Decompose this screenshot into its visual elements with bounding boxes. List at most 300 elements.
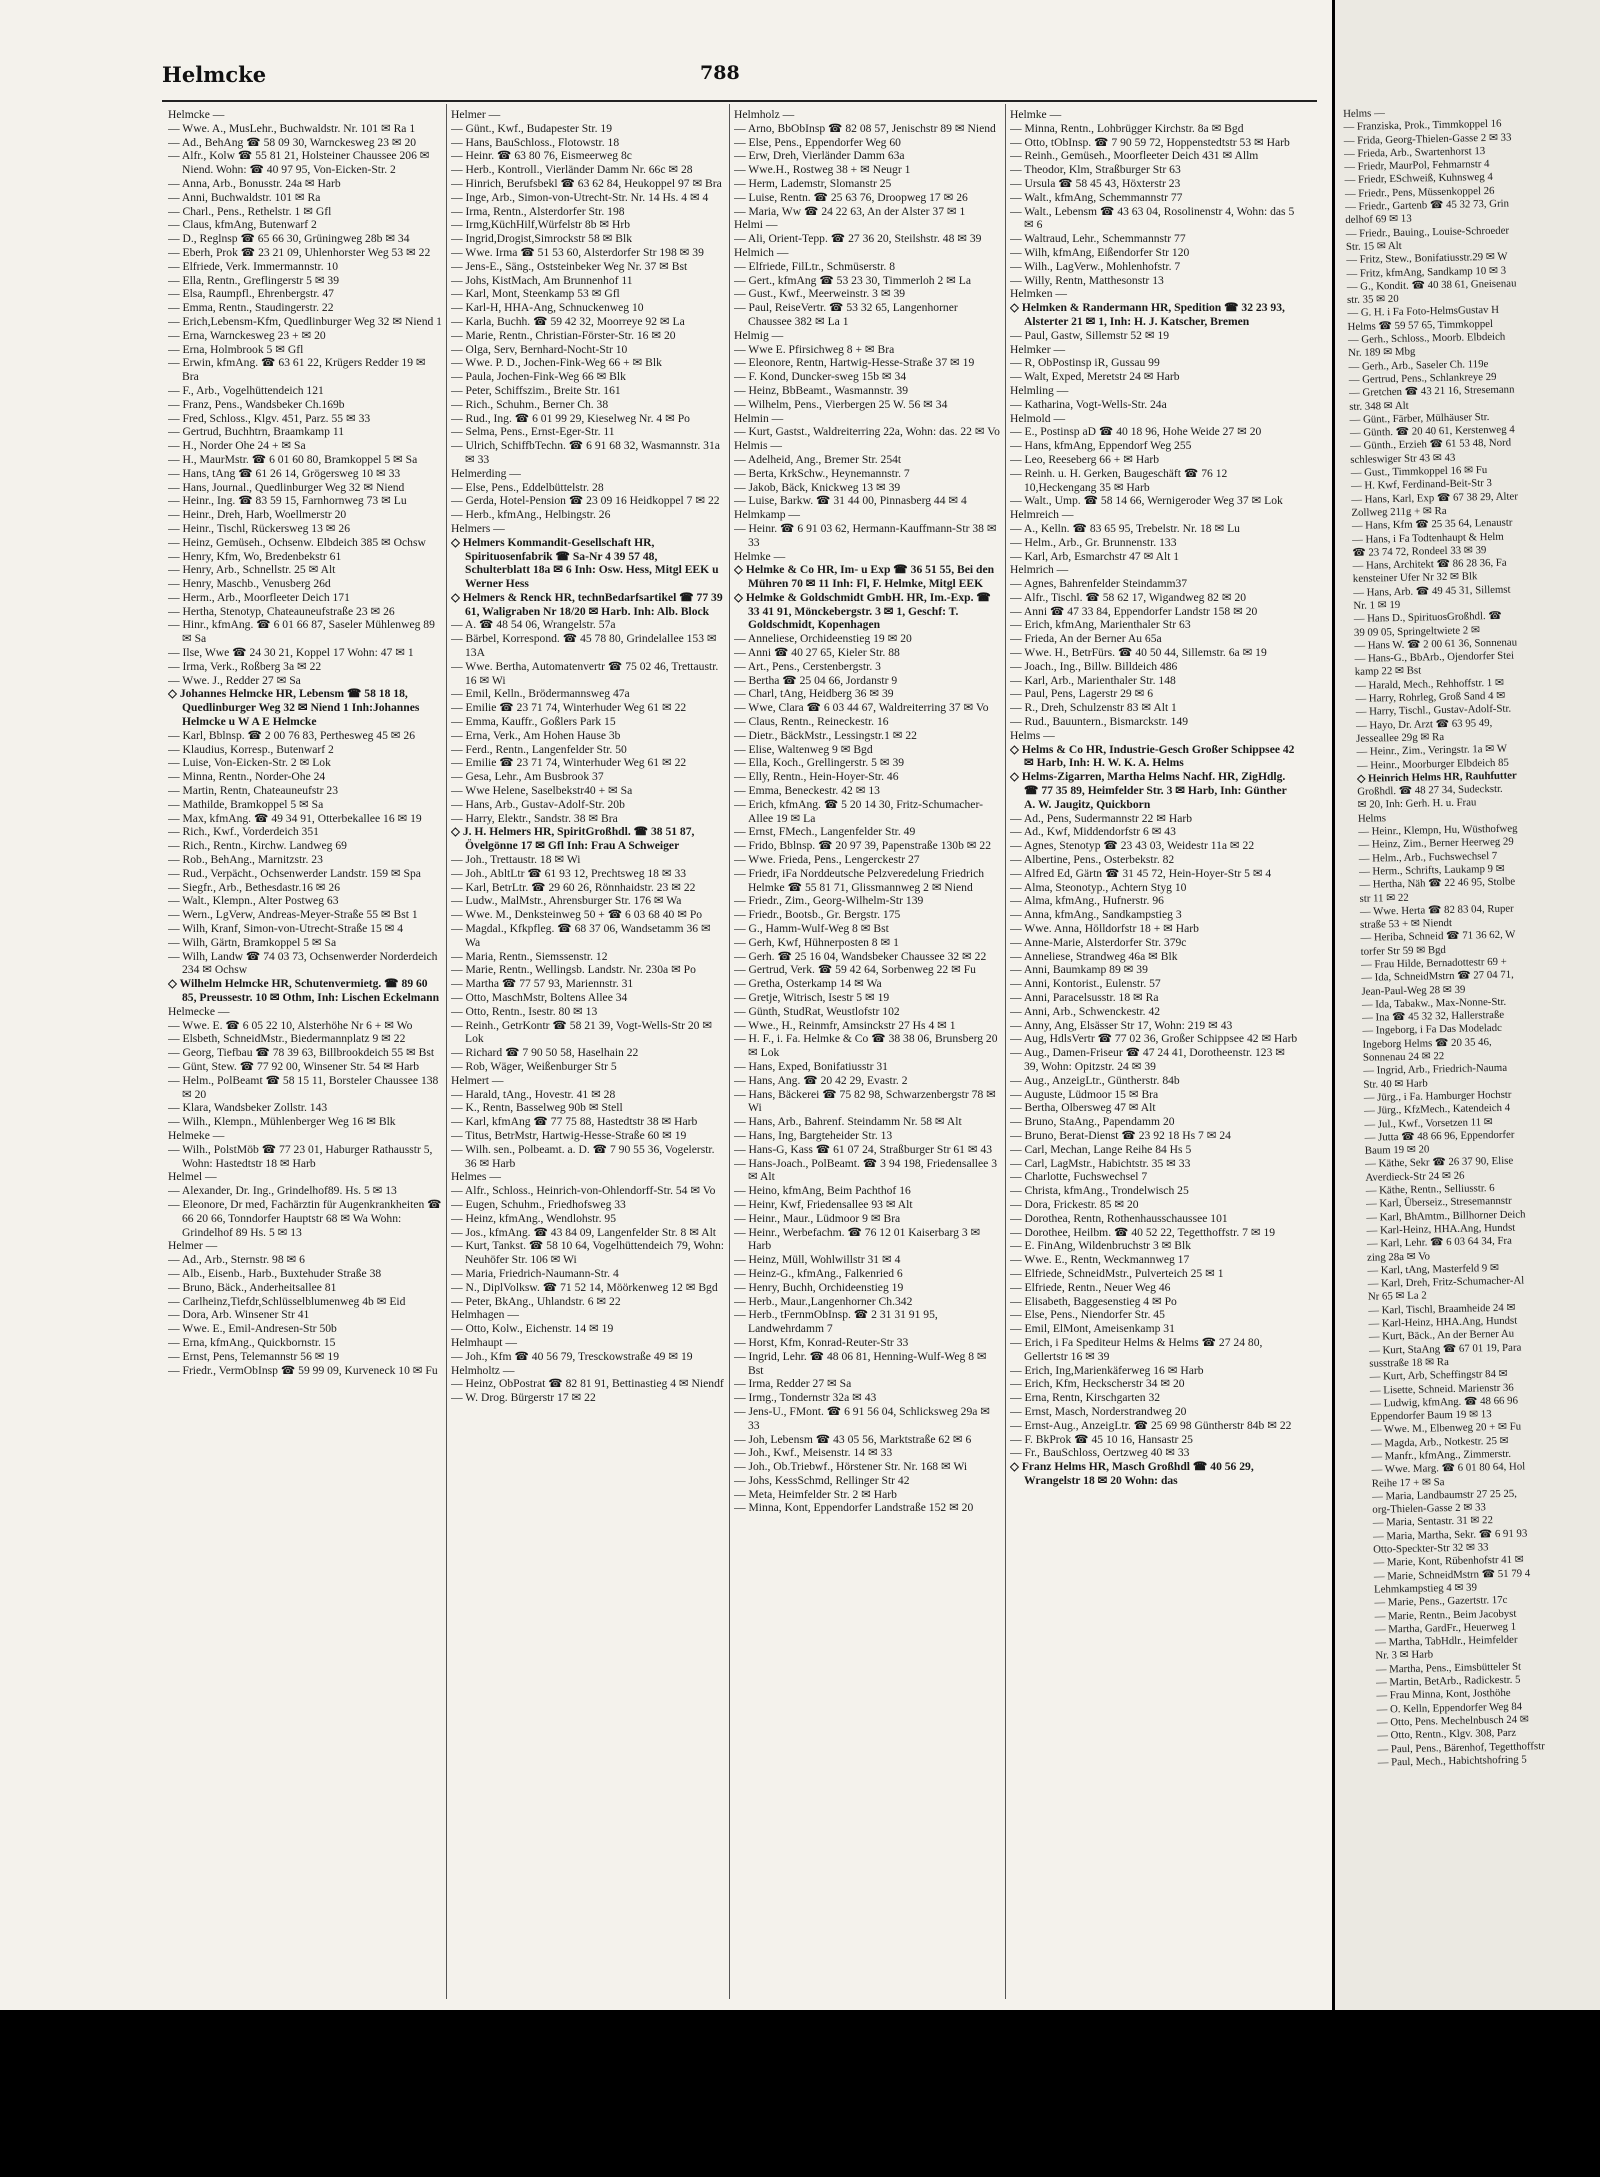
directory-entry: — Gerh., Arb., Saseler Ch. 119e bbox=[1348, 357, 1489, 373]
directory-entry: — Wwe. M., Elbenweg 20 + ✉ Fu bbox=[1370, 1420, 1522, 1437]
directory-entry: — Alfr., Schloss., Heinrich-von-Ohlendorff-Str. 54 ✉ Vo bbox=[451, 1184, 716, 1198]
directory-entry: — Emma, Rentn., Staudingerstr. 22 bbox=[168, 301, 334, 315]
surname-heading: Helmke — bbox=[1010, 108, 1062, 121]
firm-entry: ◇ Wilhelm Helmcke HR, Schutenvermietg. ☎ 89 60 85, Preussestr. 10 ✉ Othm, Inh: Lischen Eckelmann bbox=[168, 977, 440, 1004]
directory-entry: — Franziska, Prok., Timmkoppel 16 bbox=[1343, 117, 1502, 134]
adjacent-page-edge bbox=[1335, 0, 1600, 2010]
directory-entry: — Herb., Kontroll., Vierländer Damm Nr. 66c ✉ 28 bbox=[451, 163, 693, 177]
directory-entry: Nr 65 ✉ La 2 bbox=[1367, 1289, 1427, 1304]
directory-entry: — Jens-E., Säng., Oststeinbeker Weg Nr. 37 ✉ Bst bbox=[451, 259, 688, 273]
directory-entry: — Klara, Wandsbeker Zollstr. 143 bbox=[168, 1101, 328, 1115]
directory-entry: — Adelheid, Ang., Bremer Str. 254t bbox=[734, 452, 902, 466]
directory-entry: — Helm., Arb., Gr. Brunnenstr. 133 bbox=[1010, 535, 1177, 549]
directory-entry: — Irma, Rentn., Alsterdorfer Str. 198 bbox=[451, 204, 625, 218]
directory-entry: — Ali, Orient-Tepp. ☎ 27 36 20, Steilshstr. 48 ✉ 39 bbox=[734, 232, 982, 246]
directory-entry: — A., Kelln. ☎ 83 65 95, Trebelstr. Nr. 18 ✉ Lu bbox=[1010, 521, 1240, 535]
directory-entry: — Eberh, Prok ☎ 23 21 09, Uhlenhorster Weg 53 ✉ 22 bbox=[168, 245, 431, 259]
directory-entry: — Kurt, Gastst., Waldreiterring 22a, Wohn: das. 22 ✉ Vo bbox=[734, 425, 1000, 439]
directory-entry: — Karl, Tischl, Braamheide 24 ✉ bbox=[1368, 1301, 1516, 1317]
directory-entry: — Karl, kfmAng ☎ 77 75 88, Hastedtstr 38 ✉ Harb bbox=[451, 1115, 698, 1129]
directory-entry: — R, ObPostinsp iR, Gussau 99 bbox=[1010, 356, 1160, 370]
directory-entry: — Walt., Lebensm ☎ 43 63 04, Rosolinenstr 4, Wohn: das 5 ✉ 6 bbox=[1010, 204, 1295, 232]
directory-entry: — Käthe, Sekr ☎ 26 37 90, Elise bbox=[1364, 1155, 1514, 1171]
directory-entry: — Albertine, Pens., Osterbekstr. 82 bbox=[1010, 853, 1175, 867]
directory-entry: — Hans, Kfm ☎ 25 35 64, Lenaustr bbox=[1351, 516, 1513, 533]
directory-entry: — Karl, Arb., Marienthaler Str. 148 bbox=[1010, 673, 1176, 687]
firm-entry: ◇ Johannes Helmcke HR, Lebensm ☎ 58 18 18, Quedlinburger Weg 32 ✉ Niend 1 Inh:Johannes Helmcke u W A E Helmcke bbox=[168, 687, 420, 729]
directory-entry: — Martin, Rentn, Chateauneufstr 23 bbox=[168, 784, 339, 798]
directory-entry: — Wilh, Gärtn, Bramkoppel 5 ✉ Sa bbox=[168, 935, 337, 949]
directory-entry: — Bruno, Bäck., Anderheitsallee 81 bbox=[168, 1280, 337, 1294]
directory-entry: — Emma, Kauffr., Goßlers Park 15 bbox=[451, 715, 616, 729]
directory-entry: — Ernst, FMech., Langenfelder Str. 49 bbox=[734, 825, 916, 839]
directory-entry: — Günt, Stew. ☎ 77 92 00, Winsener Str. 54 ✉ Harb bbox=[168, 1059, 420, 1073]
directory-entry: — Erna, Rentn, Kirschgarten 32 bbox=[1010, 1391, 1161, 1405]
directory-entry: — Mathilde, Bramkoppel 5 ✉ Sa bbox=[168, 797, 324, 811]
directory-entry: — Erich, Ing,Marienkäferweg 16 ✉ Harb bbox=[1010, 1363, 1204, 1377]
directory-entry: — Martha, TabHdlr., Heimfelder bbox=[1375, 1633, 1518, 1649]
directory-entry: — Hans-G, Kass ☎ 61 07 24, Straßburger Str 61 ✉ 43 bbox=[734, 1142, 993, 1156]
directory-entry: — Hertha, Näh ☎ 22 46 95, Stolbe bbox=[1359, 875, 1516, 892]
directory-entry: — Karl, Bblnsp. ☎ 2 00 76 83, Perthesweg 45 ✉ 26 bbox=[168, 728, 415, 742]
directory-entry: — E. FinAng, Wildenbruchstr 3 ✉ Blk bbox=[1010, 1239, 1191, 1253]
directory-entry: — Wwe Helene, Saselbekstr40 + ✉ Sa bbox=[451, 784, 633, 798]
directory-entry: — Maria, Sentastr. 31 ✉ 22 bbox=[1372, 1514, 1494, 1530]
directory-entry: — Wwe. A., MusLehr., Buchwaldstr. Nr. 101 ✉ Ra 1 bbox=[168, 121, 416, 135]
directory-entry: — Else, Pens., Eddelbüttelstr. 28 bbox=[451, 480, 604, 494]
directory-entry: — Ilse, Wwe ☎ 24 30 21, Koppel 17 Wohn: 47 ✉ 1 bbox=[168, 646, 414, 660]
directory-entry: — Fr., BauSchloss, Oertzweg 40 ✉ 33 bbox=[1010, 1446, 1190, 1460]
directory-entry: — Martha ☎ 77 57 93, Mariennstr. 31 bbox=[451, 977, 634, 991]
page-header bbox=[0, 58, 1332, 98]
directory-entry: — Wilh., PolstMöb ☎ 77 23 01, Haburger Rathausstr 5, Wohn: Hastedtstr 18 ✉ Harb bbox=[168, 1142, 433, 1170]
directory-entry: — Karl, BetrLtr. ☎ 29 60 26, Rönnhaidstr. 23 ✉ 22 bbox=[451, 880, 696, 894]
directory-entry: — Wwe. E., Rentn, Weckmannweg 17 bbox=[1010, 1253, 1190, 1267]
directory-entry: — Henry, Maschb., Venusberg 26d bbox=[168, 577, 331, 591]
directory-entry: — Maria, Martha, Sekr. ☎ 6 91 93 bbox=[1372, 1527, 1528, 1543]
directory-column-1 bbox=[168, 108, 442, 1998]
directory-entry: — Erna, Verk., Am Hohen Hause 3b bbox=[451, 728, 621, 742]
directory-entry: — Jens-U., FMont. ☎ 6 91 56 04, Schlicksweg 29a ✉ 33 bbox=[734, 1404, 991, 1432]
directory-entry: — F. BkProk ☎ 45 10 16, Hansastr 25 bbox=[1010, 1432, 1193, 1446]
directory-entry: susstraße 18 ✉ Ra bbox=[1369, 1355, 1449, 1370]
directory-entry: — Arno, BbObInsp ☎ 82 08 57, Jenischstr 89 ✉ Niend bbox=[734, 121, 996, 135]
directory-entry: — Elisabeth, Baggesenstieg 4 ✉ Po bbox=[1010, 1294, 1177, 1308]
directory-entry: — Joh., Kfm ☎ 40 56 79, Tresckowstraße 49 ✉ 19 bbox=[451, 1349, 693, 1363]
directory-entry: — Claus, kfmAng, Butenwarf 2 bbox=[168, 218, 317, 232]
directory-entry: — Herb., tFernmObInsp. ☎ 2 31 31 91 95, Landwehrdamm 7 bbox=[734, 1308, 938, 1336]
surname-heading: Helmer — bbox=[451, 108, 501, 121]
directory-entry: — Aug, HdlsVertr ☎ 77 02 36, Großer Schippsee 42 ✉ Harb bbox=[1010, 1032, 1298, 1046]
directory-entry: — Otto, Rentn., Klgv. 308, Parz bbox=[1376, 1726, 1517, 1742]
directory-entry: — Kurt, StaAng ☎ 67 01 19, Para bbox=[1368, 1341, 1522, 1357]
directory-entry: — Hertha, Stenotyp, Chateauneufstraße 23 ✉ 26 bbox=[168, 604, 395, 618]
directory-entry: — Paul, Mech., Habichtshofring 5 bbox=[1377, 1753, 1527, 1769]
directory-entry: — Hans, tAng ☎ 61 26 14, Grögersweg 10 ✉ 33 bbox=[168, 466, 401, 480]
directory-entry: — Rob, Wäger, Weißenburger Str 5 bbox=[451, 1059, 617, 1073]
directory-entry: — Gertrud, Pens., Schlankreye 29 bbox=[1348, 370, 1497, 386]
directory-entry: — Carlheinz,Tiefdr,Schlüsselblumenweg 4b ✉ Eid bbox=[168, 1294, 406, 1308]
directory-entry: — Charl., Pens., Rethelstr. 1 ✉ Gfl bbox=[168, 204, 332, 218]
directory-entry: — Gretje, Witrisch, Isestr 5 ✉ 19 bbox=[734, 991, 890, 1004]
directory-entry: — Paul, ReiseVertr. ☎ 53 32 65, Langenhorner Chaussee 382 ✉ La 1 bbox=[734, 301, 958, 328]
column-divider bbox=[1005, 104, 1006, 1999]
directory-entry: — Anni, Paracelsusstr. 18 ✉ Ra bbox=[1010, 991, 1159, 1004]
directory-entry: — Auguste, Lüdmoor 15 ✉ Bra bbox=[1010, 1087, 1159, 1101]
directory-entry: — Hinrich, Berufsbekl ☎ 63 62 84, Heukoppel 97 ✉ Bra bbox=[451, 176, 722, 190]
directory-entry: — Erwin, kfmAng. ☎ 63 61 22, Krügers Redder 19 ✉ Bra bbox=[168, 356, 426, 384]
directory-entry: — Aug., Damen-Friseur ☎ 47 24 41, Dorotheenstr. 123 ✉ 39, Wohn: Opitzstr. 24 ✉ 39 bbox=[1010, 1046, 1285, 1073]
directory-entry: — Wwe. P. D., Jochen-Fink-Weg 66 + ✉ Blk bbox=[451, 356, 662, 370]
directory-entry: — Heinr., Dreh, Harb, Woellmerstr 20 bbox=[168, 508, 347, 522]
directory-entry: ☎ 23 74 72, Rondeel 33 ✉ 39 bbox=[1352, 543, 1487, 559]
directory-entry: 39 09 05, Springeltwiete 2 ✉ bbox=[1353, 623, 1481, 639]
directory-entry: — Reinh., Gemüseh., Moorfleeter Deich 431 ✉ Allm bbox=[1010, 149, 1259, 163]
directory-entry: — Manfr., kfmAng., Zimmerstr. bbox=[1371, 1447, 1512, 1463]
directory-entry: — Heinz, BbBeamt., Wasmannstr. 39 bbox=[734, 383, 909, 397]
surname-heading: Helmcke — bbox=[168, 108, 225, 121]
directory-entry: — Willy, Rentn, Matthesonstr 13 bbox=[1010, 273, 1164, 287]
directory-entry: — Frau Hilde, Bernadottestr 69 + bbox=[1360, 955, 1507, 971]
directory-entry: — Käthe, Rentn., Selliusstr. 6 bbox=[1365, 1182, 1495, 1197]
directory-entry: — Heino, kfmAng, Beim Pachthof 16 bbox=[734, 1184, 911, 1198]
directory-entry: Reihe 17 + ✉ Sa bbox=[1371, 1475, 1445, 1490]
directory-entry: — Walt., Klempn., Alter Postweg 63 bbox=[168, 894, 339, 908]
directory-entry: — Ernst-Aug., AnzeigLtr. ☎ 25 69 98 Güntherstr 84b ✉ 22 bbox=[1010, 1418, 1292, 1432]
directory-entry: — G. H. i Fa Foto-HelmsGustav H bbox=[1347, 304, 1500, 320]
directory-entry: — Günth. ☎ 20 40 61, Kerstenweg 4 bbox=[1349, 423, 1515, 440]
surname-heading: Helmin — bbox=[734, 411, 784, 425]
directory-entry: — Herb., kfmAng., Helbingstr. 26 bbox=[451, 508, 611, 522]
directory-entry: — Hans-Joach., PolBeamt. ☎ 3 94 198, Friedensallee 3 ✉ Alt bbox=[734, 1156, 998, 1184]
directory-entry: — Erich,Lebensm-Kfm, Quedlinburger Weg 32 ✉ Niend 1 bbox=[168, 314, 442, 328]
directory-entry: — Reinh., GetrKontr ☎ 58 21 39, Vogt-Wells-Str 20 ✉ Lok bbox=[451, 1018, 713, 1046]
directory-entry: — Anni, Arb., Schwenckestr. 42 bbox=[1010, 1004, 1161, 1018]
directory-entry: — Wwe, Clara ☎ 6 03 44 67, Waldreiterring 37 ✉ Vo bbox=[734, 701, 989, 715]
directory-entry: schleswiger Str 43 ✉ 43 bbox=[1350, 451, 1456, 466]
directory-entry: — Titus, BetrMstr, Hartwig-Hesse-Straße 60 ✉ 19 bbox=[451, 1128, 687, 1142]
directory-entry: — Minna, Kont, Eppendorfer Landstraße 152 ✉ 20 bbox=[734, 1501, 974, 1515]
directory-entry: — Anni, Buchwaldstr. 101 ✉ Ra bbox=[168, 190, 321, 204]
directory-entry: — Wilh, kfmAng, Eißendorfer Str 120 bbox=[1010, 245, 1190, 259]
firm-entry: ◇ Helmers Kommandit-Gesellschaft HR, Spirituosenfabrik ☎ Sa-Nr 4 39 57 48, Schulterblatt 18a ✉ 6 Inh: Osw. Hess, Mitgl EEK u Werner Hess bbox=[451, 535, 719, 591]
directory-entry: — Wwe., H., Reinmfr, Amsinckstr 27 Hs 4 ✉ 1 bbox=[734, 1018, 956, 1032]
directory-entry: — Georg, Tiefbau ☎ 78 39 63, Billbrookdeich 55 ✉ Bst bbox=[168, 1046, 435, 1060]
directory-entry: — Wwe. M., Denksteinweg 50 + ☎ 6 03 68 40 ✉ Po bbox=[451, 908, 703, 922]
directory-entry: — Henry, Kfm, Wo, Bredenbekstr 61 bbox=[168, 549, 342, 563]
directory-entry: — Hans, Journal., Quedlinburger Weg 32 ✉ Niend bbox=[168, 480, 405, 494]
directory-entry: — Heriba, Schneid ☎ 71 36 62, W bbox=[1360, 928, 1516, 945]
directory-entry: — Ad., BehAng ☎ 58 09 30, Warnckesweg 23 ✉ 20 bbox=[168, 135, 417, 149]
directory-entry: — Inge, Arb., Simon-von-Utrecht-Str. Nr. 14 Hs. 4 ✉ 4 bbox=[451, 190, 709, 204]
directory-entry: — Elfriede, Rentn., Neuer Weg 46 bbox=[1010, 1280, 1171, 1294]
directory-entry: — Peter, Schiffszim., Breite Str. 161 bbox=[451, 383, 621, 397]
directory-entry: — H., MaurMstr. ☎ 6 01 60 80, Bramkoppel 5 ✉ Sa bbox=[168, 452, 418, 466]
directory-entry: zing 28a ✉ Vo bbox=[1366, 1249, 1431, 1264]
directory-entry: — Gerh., Schloss., Moorb. Elbdeich bbox=[1347, 330, 1506, 346]
directory-entry: — Agnes, Bahrenfelder Steindamm37 bbox=[1010, 577, 1188, 591]
directory-entry: — Marie, Kont, Rübenhofstr 41 ✉ bbox=[1373, 1553, 1524, 1570]
directory-entry: — Luise, Barkw. ☎ 31 44 00, Pinnasberg 44 ✉ 4 bbox=[734, 494, 967, 508]
directory-entry: — Friedr., Bootsb., Gr. Bergstr. 175 bbox=[734, 908, 901, 922]
directory-entry: — Ella, Rentn., Greflingerstr 5 ✉ 39 bbox=[168, 273, 340, 287]
directory-entry: — Heinr. ☎ 63 80 76, Eismeerweg 8c bbox=[451, 149, 632, 163]
directory-entry: — Rud., Ing. ☎ 6 01 99 29, Kieselweg Nr. 4 ✉ Po bbox=[451, 411, 690, 425]
scan-background bbox=[0, 2010, 1600, 2177]
directory-entry: — Wern., LgVerw, Andreas-Meyer-Straße 55 ✉ Bst 1 bbox=[168, 908, 418, 922]
surname-heading: Helmold — bbox=[1010, 411, 1066, 425]
directory-entry: — Hans, Bäckerei ☎ 75 82 98, Schwarzenbergstr 78 ✉ Wi bbox=[734, 1087, 996, 1115]
directory-entry: — Rud., Bauuntern., Bismarckstr. 149 bbox=[1010, 715, 1189, 729]
directory-entry: — Eleonore, Rentn, Hartwig-Hesse-Straße 37 ✉ 19 bbox=[734, 356, 975, 370]
directory-entry: — Siegfr., Arb., Bethesdastr.16 ✉ 26 bbox=[168, 880, 341, 894]
directory-entry: str 11 ✉ 22 bbox=[1359, 891, 1409, 905]
directory-entry: — Paul, Gastw, Sillemstr 52 ✉ 19 bbox=[1010, 328, 1170, 342]
directory-entry: — Alma, Steonotyp., Achtern Styg 10 bbox=[1010, 880, 1187, 894]
directory-entry: — Carl, LagMstr., Habichtstr. 35 ✉ 33 bbox=[1010, 1156, 1191, 1170]
directory-entry: — Frido, Bblnsp. ☎ 20 97 39, Papenstraße 130b ✉ 22 bbox=[734, 839, 991, 853]
directory-entry: — Ferd., Rentn., Langenfelder Str. 50 bbox=[451, 742, 627, 756]
directory-entry: — Reinh. u. H. Gerken, Baugeschäft ☎ 76 12 10,Heckengang 35 ✉ Harb bbox=[1010, 466, 1228, 494]
directory-entry: delhof 69 ✉ 13 bbox=[1345, 212, 1412, 227]
directory-entry: — Elfriede, Verk. Immermannstr. 10 bbox=[168, 259, 339, 273]
directory-entry: — Karl, Lehr. ☎ 6 03 64 34, Fra bbox=[1366, 1234, 1512, 1250]
directory-entry: — Fritz, Stew., Bonifatiusstr.29 ✉ W bbox=[1346, 250, 1508, 267]
directory-entry: — Irma, Redder 27 ✉ Sa bbox=[734, 1377, 852, 1391]
directory-entry: — Heinz, kfmAng., Wendlohstr. 95 bbox=[451, 1211, 617, 1225]
directory-entry: — Ludwig, kfmAng. ☎ 48 66 96 bbox=[1370, 1394, 1519, 1410]
directory-entry: — Ulrich, SchiffbTechn. ☎ 6 91 68 32, Wasmannstr. 31a ✉ 33 bbox=[451, 439, 720, 466]
directory-entry: — Rob., BehAng., Marnitzstr. 23 bbox=[168, 853, 323, 867]
directory-entry: — Jos., kfmAng. ☎ 43 84 09, Langenfelder Str. 8 ✉ Alt bbox=[451, 1225, 717, 1239]
directory-entry: — Heinr., Moorburger Elbdeich 85 bbox=[1356, 756, 1510, 772]
directory-entry: — Ernst, Masch, Norderstrandweg 20 bbox=[1010, 1404, 1187, 1418]
directory-entry: — Karl, Arb, Esmarchstr 47 ✉ Alt 1 bbox=[1010, 549, 1180, 563]
directory-entry: — Harald, Mech., Rehhoffstr. 1 ✉ bbox=[1354, 676, 1505, 692]
directory-entry: Eppendorfer Baum 19 ✉ 13 bbox=[1370, 1408, 1492, 1423]
directory-entry: — H. Kwf, Ferdinand-Beit-Str 3 bbox=[1350, 477, 1492, 493]
directory-entry: — Ad., Pens, Sudermannstr 22 ✉ Harb bbox=[1010, 811, 1192, 825]
directory-entry: — Alfr., Tischl. ☎ 58 62 17, Wigandweg 82 ✉ 20 bbox=[1010, 590, 1247, 604]
directory-entry: — Maria, Rentn., Siemssenstr. 12 bbox=[451, 949, 608, 963]
directory-entry: — Theodor, Klm, Straßburger Str 63 bbox=[1010, 163, 1181, 177]
directory-entry: — Fritz, kfmAng, Sandkamp 10 ✉ 3 bbox=[1346, 264, 1507, 280]
surname-heading: Helmecke — bbox=[168, 1004, 230, 1018]
directory-entry: — Hans, kfmAng, Eppendorf Weg 255 bbox=[1010, 439, 1192, 453]
directory-entry: — Gert., kfmAng ☎ 53 23 30, Timmerloh 2 ✉ La bbox=[734, 273, 972, 287]
directory-entry: — Jakob, Bäck, Knickweg 13 ✉ 39 bbox=[734, 480, 901, 494]
directory-entry: — Ella, Koch., Grellingerstr. 5 ✉ 39 bbox=[734, 756, 905, 770]
directory-entry: — Elsa, Raumpfl., Ehrenbergstr. 47 bbox=[168, 287, 334, 301]
directory-entry: — Emilie ☎ 23 71 74, Winterhuder Weg 61 ✉ 22 bbox=[451, 701, 687, 715]
directory-entry: — Hans, Ing, Bargteheider Str. 13 bbox=[734, 1128, 893, 1142]
directory-entry: — Harry, Rohrleg, Groß Sand 4 ✉ bbox=[1355, 689, 1506, 705]
directory-entry: — Franz, Pens., Wandsbeker Ch.169b bbox=[168, 397, 345, 411]
directory-entry: — Jürg., i Fa. Hamburger Hochstr bbox=[1363, 1088, 1512, 1104]
directory-entry: — Heinr. ☎ 6 91 03 62, Hermann-Kauffmann-Str 38 ✉ 33 bbox=[734, 521, 997, 549]
directory-entry: — Frida, Georg-Thielen-Gasse 2 ✉ 33 bbox=[1343, 131, 1512, 147]
directory-entry: — Martha, Pens., Eimsbütteler St bbox=[1375, 1660, 1522, 1676]
directory-entry: — Ingrid, Arb., Friedrich-Nauma bbox=[1363, 1062, 1508, 1078]
column-divider bbox=[446, 104, 447, 1999]
directory-entry: — Rich., Schuhm., Berner Ch. 38 bbox=[451, 397, 609, 411]
directory-entry: — Richard ☎ 7 90 50 58, Haselhain 22 bbox=[451, 1046, 639, 1060]
directory-entry: — Helm., Arb., Fuchswechsel 7 bbox=[1358, 849, 1498, 865]
directory-entry: — Gerh, Kwf, Hühnerposten 8 ✉ 1 bbox=[734, 935, 899, 949]
directory-entry: — Walt, Exped, Meretstr 24 ✉ Harb bbox=[1010, 370, 1180, 384]
directory-entry: — Wwe. Irma ☎ 51 53 60, Alsterdorfer Str 198 ✉ 39 bbox=[451, 245, 704, 259]
firm-entry: ◇ Helms & Co HR, Industrie-Gesch Großer Schippsee 42 ✉ Harb, Inh: H. W. K. A. Helms bbox=[1010, 742, 1295, 770]
directory-entry: — Irmg,KüchHilf,Würfelstr 8b ✉ Hrb bbox=[451, 218, 631, 232]
directory-entry: — Otto, Kolw., Eichenstr. 14 ✉ 19 bbox=[451, 1322, 614, 1336]
directory-entry: — Gesa, Lehr., Am Busbrook 37 bbox=[451, 770, 604, 784]
directory-entry: kensteiner Ufer Nr 32 ✉ Blk bbox=[1352, 570, 1478, 586]
directory-entry: — Gerh. ☎ 25 16 04, Wandsbeker Chaussee 32 ✉ 22 bbox=[734, 949, 987, 963]
directory-entry: — Peter, BkAng., Uhlandstr. 6 ✉ 22 bbox=[451, 1294, 621, 1308]
directory-entry: org-Thielen-Gasse 2 ✉ 33 bbox=[1372, 1501, 1486, 1516]
surname-heading: Helmig — bbox=[734, 328, 784, 342]
directory-entry: — Bruno, StaAng., Papendamm 20 bbox=[1010, 1115, 1175, 1129]
directory-entry: — Ursula ☎ 58 45 43, Höxterstr 23 bbox=[1010, 176, 1181, 190]
directory-entry: str. 35 ✉ 20 bbox=[1346, 293, 1399, 307]
directory-entry: — Rich., Rentn., Kirchw. Landweg 69 bbox=[168, 839, 347, 853]
directory-entry: Helms bbox=[1357, 811, 1387, 825]
directory-entry: — Selma, Pens., Ernst-Eger-Str. 11 bbox=[451, 425, 615, 439]
directory-entry: — Walt., Ump. ☎ 58 14 66, Wernigeroder Weg 37 ✉ Lok bbox=[1010, 494, 1283, 508]
directory-entry: — Paula, Jochen-Fink-Weg 66 ✉ Blk bbox=[451, 370, 626, 384]
directory-entry: — Martha, GardFr., Heuerweg 1 bbox=[1374, 1620, 1517, 1636]
directory-entry: — Waltraud, Lehr., Schemmannstr 77 bbox=[1010, 232, 1186, 246]
directory-entry: — Rud., Verpächt., Ochsenwerder Landstr. 159 ✉ Spa bbox=[168, 866, 421, 880]
directory-entry: — Wwe. E. ☎ 6 05 22 10, Alsterhöhe Nr 6 + ✉ Wo bbox=[168, 1018, 413, 1032]
directory-entry: — Meta, Heimfelder Str. 2 ✉ Harb bbox=[734, 1487, 897, 1501]
directory-entry: — Hans, Exped, Bonifatiusstr 31 bbox=[734, 1059, 888, 1073]
directory-entry: — Marie, Pens., Gazertstr. 17c bbox=[1374, 1594, 1508, 1609]
directory-entry: — Heinr., Tischl, Rückersweg 13 ✉ 26 bbox=[168, 521, 351, 535]
directory-entry: — Ingrid, Lehr. ☎ 48 06 81, Henning-Wulf-Weg 8 ✉ Bst bbox=[734, 1349, 987, 1377]
directory-entry: — Walt., kfmAng, Schemmannstr 77 bbox=[1010, 190, 1183, 204]
surname-heading: Helmhagen — bbox=[451, 1308, 519, 1322]
surname-heading: Helmholtz — bbox=[451, 1363, 515, 1377]
surname-heading: Helmrich — bbox=[1010, 563, 1069, 577]
directory-entry: — Anni ☎ 40 27 65, Kieler Str. 88 bbox=[734, 646, 900, 660]
surname-heading: Helmker — bbox=[1010, 342, 1066, 356]
directory-entry: — Olga, Serv, Bernhard-Nocht-Str 10 bbox=[451, 342, 628, 356]
directory-entry: — Elise, Waltenweg 9 ✉ Bgd bbox=[734, 742, 873, 756]
directory-entry: — Alfred Ed, Gärtn ☎ 31 45 72, Hein-Hoyer-Str 5 ✉ 4 bbox=[1010, 866, 1272, 880]
directory-entry: Jean-Paul-Weg 28 ✉ 39 bbox=[1361, 983, 1466, 998]
directory-entry: — Max, kfmAng. ☎ 49 34 91, Otterbekallee 16 ✉ 19 bbox=[168, 811, 422, 825]
directory-entry: — Hayo, Dr. Arzt ☎ 63 95 49, bbox=[1355, 716, 1493, 732]
directory-entry: — Carl, Mechan, Lange Reihe 84 Hs 5 bbox=[1010, 1142, 1192, 1156]
directory-entry: — Wilh., LagVerw., Mohlenhofstr. 7 bbox=[1010, 259, 1181, 273]
directory-entry: — Jul., Kwf., Vorsetzen 11 ✉ bbox=[1364, 1115, 1493, 1131]
directory-entry: — Gust., Timmkoppel 16 ✉ Fu bbox=[1350, 464, 1488, 479]
directory-entry: — Luise, Rentn. ☎ 25 63 76, Droopweg 17 ✉ 26 bbox=[734, 190, 968, 204]
directory-entry: — Herm, Lademstr, Slomanstr 25 bbox=[734, 176, 892, 190]
directory-entry: — Ingeborg, i Fa Das Modeladc bbox=[1362, 1022, 1502, 1038]
directory-entry: — O. Kelln, Eppendorfer Weg 84 bbox=[1376, 1700, 1523, 1716]
directory-entry: — Günt., Kwf., Budapester Str. 19 bbox=[451, 121, 613, 135]
directory-entry: — H., Norder Ohe 24 + ✉ Sa bbox=[168, 439, 306, 453]
directory-entry: — Kurt, Bäck., An der Berner Au bbox=[1368, 1327, 1515, 1344]
directory-entry: — Ad., Kwf, Middendorfstr 6 ✉ 43 bbox=[1010, 825, 1176, 839]
directory-entry: — Agnes, Stenotyp ☎ 23 43 03, Weidestr 11a ✉ 22 bbox=[1010, 839, 1255, 853]
directory-entry: — Jürg., KfzMech., Katendeich 4 bbox=[1363, 1101, 1511, 1118]
directory-entry: — Hans-G., BbArb., Ojendorfer Stei bbox=[1354, 649, 1515, 666]
directory-entry: — Heinr., Maur., Lüdmoor 9 ✉ Bra bbox=[734, 1211, 901, 1225]
directory-entry: — Heinr., Ing. ☎ 83 59 15, Farnhornweg 73 ✉ Lu bbox=[168, 494, 407, 508]
directory-entry: — Otto, Rentn., Isestr. 80 ✉ 13 bbox=[451, 1004, 598, 1018]
directory-entry: — Frieda, An der Berner Au 65a bbox=[1010, 632, 1162, 646]
directory-entry: — Anna, Arb., Bonusstr. 24a ✉ Harb bbox=[168, 176, 341, 190]
directory-entry: Str. 15 ✉ Alt bbox=[1345, 239, 1402, 253]
directory-entry: — Otto, tObInsp. ☎ 7 90 59 72, Hoppenstedtstr 53 ✉ Harb bbox=[1010, 135, 1290, 149]
directory-entry: — Karl-H, HHA-Ang, Schnuckenweg 10 bbox=[451, 301, 644, 315]
directory-entry: — Erna, kfmAng., Quickbornstr. 15 bbox=[168, 1335, 336, 1349]
directory-entry: — Maria, Landbaumstr 27 25 25, bbox=[1371, 1487, 1518, 1503]
directory-entry: Ingeborg Helms ☎ 20 35 46, bbox=[1362, 1035, 1492, 1051]
directory-entry: — Heinr., Zim., Veringstr. 1a ✉ W bbox=[1356, 742, 1508, 759]
directory-entry: — Wilh., Klempn., Mühlenberger Weg 16 ✉ Blk bbox=[168, 1115, 396, 1129]
directory-entry: — Friedr., Pens, Müssenkoppel 26 bbox=[1344, 184, 1495, 200]
directory-entry: — Martin, BetArb., Radickestr. 5 bbox=[1375, 1673, 1521, 1689]
directory-entry: — Irma, Verk., Roßberg 3a ✉ 22 bbox=[168, 659, 322, 673]
directory-entry: — Else, Pens., Niendorfer Str. 45 bbox=[1010, 1308, 1165, 1322]
firm-entry: ◇ Franz Helms HR, Masch Großhdl ☎ 40 56 29, Wrangelstr 18 ✉ 20 Wohn: das bbox=[1010, 1460, 1254, 1487]
directory-entry: — Lisette, Schneid. Marienstr 36 bbox=[1369, 1381, 1514, 1397]
directory-entry: — Wilh, Kranf, Simon-von-Utrecht-Straße 15 ✉ 4 bbox=[168, 922, 404, 936]
surname-heading: Helmken — bbox=[1010, 287, 1067, 301]
directory-entry: — Joh., Kwf., Meisenstr. 14 ✉ 33 bbox=[734, 1446, 893, 1460]
directory-entry: — Aug., AnzeigLtr., Güntherstr. 84b bbox=[1010, 1073, 1180, 1087]
directory-entry: — Karl, Mont, Steenkamp 53 ✉ Gfl bbox=[451, 287, 620, 301]
directory-entry: — Erich, kfmAng. ☎ 5 20 14 30, Fritz-Schumacher-Allee 19 ✉ La bbox=[734, 797, 983, 825]
directory-entry: — Wwe. Anna, Hölldorfstr 18 + ✉ Harb bbox=[1010, 922, 1199, 936]
directory-entry: Nr. 189 ✉ Mbg bbox=[1348, 345, 1416, 360]
directory-entry: — Karl, Dreh, Fritz-Schumacher-Al bbox=[1367, 1274, 1525, 1290]
directory-entry: — Heinz, Zim., Berner Heerweg 29 bbox=[1358, 835, 1514, 852]
directory-entry: — Marie, Rentn., Christian-Förster-Str. 16 ✉ 20 bbox=[451, 328, 676, 342]
directory-entry: — Günt., Färber, Mülhäuser Str. bbox=[1349, 410, 1490, 426]
directory-entry: Jesseallee 29g ✉ Ra bbox=[1356, 730, 1445, 745]
directory-entry: — Wwe. Frieda, Pens., Lengerckestr 27 bbox=[734, 853, 920, 867]
surname-heading: Helmholz — bbox=[734, 108, 795, 121]
directory-entry: — Joh., AbltLtr ☎ 61 93 12, Prechtsweg 18 ✉ 33 bbox=[451, 866, 687, 880]
directory-entry: — Magdal., Kfkpfleg. ☎ 68 37 06, Wandsetamm 36 ✉ Wa bbox=[451, 922, 711, 949]
directory-entry: — Charlotte, Fuchswechsel 7 bbox=[1010, 1170, 1148, 1184]
directory-entry: — Ida, Tabakw., Max-Nonne-Str. bbox=[1361, 995, 1507, 1011]
directory-entry: — F., Arb., Vogelhüttendeich 121 bbox=[168, 383, 324, 397]
directory-entry: — Kurt, Arb, Scheffingstr 84 ✉ bbox=[1369, 1368, 1508, 1383]
directory-entry: — Heinz-G., kfmAng., Falkenried 6 bbox=[734, 1266, 903, 1280]
directory-entry: — Herm., Arb., Moorfleeter Deich 171 bbox=[168, 590, 350, 604]
directory-entry: — Rich., Kwf., Vorderdeich 351 bbox=[168, 825, 319, 839]
directory-entry: — Heinr., Klempn, Hu, Wüsthofweg bbox=[1358, 822, 1518, 838]
directory-entry: — Anna, kfmAng., Sandkampstieg 3 bbox=[1010, 908, 1182, 922]
directory-entry: — Karl-Heinz, HHA.Ang, Hundst bbox=[1368, 1314, 1518, 1330]
firm-entry: ◇ Helmers & Renck HR, technBedarfsartikel ☎ 77 39 61, Waligraben Nr 18/20 ✉ Harb. Inh: Alb. Block bbox=[451, 590, 723, 618]
directory-entry: — Maria, Ww ☎ 24 22 63, An der Alster 37 ✉ 1 bbox=[734, 204, 966, 218]
directory-entry: — Alb., Eisenb., Harb., Buxtehuder Straße 38 bbox=[168, 1266, 382, 1280]
surname-heading: Helmers — bbox=[451, 521, 505, 535]
directory-entry: — Hans D., SpirituosGroßhdl. ☎ bbox=[1353, 610, 1502, 626]
directory-entry: — Johs, KessSchmd, Rellinger Str 42 bbox=[734, 1473, 910, 1487]
directory-entry: — N., DiplVolksw. ☎ 71 52 14, Möörkenweg 12 ✉ Bgd bbox=[451, 1280, 718, 1294]
directory-entry: — Erw, Dreh, Vierländer Damm 63a bbox=[734, 149, 905, 163]
directory-entry: — Harry, Elektr., Sandstr. 38 ✉ Bra bbox=[451, 811, 618, 825]
directory-entry: — Harald, tAng., Hovestr. 41 ✉ 28 bbox=[451, 1087, 616, 1101]
